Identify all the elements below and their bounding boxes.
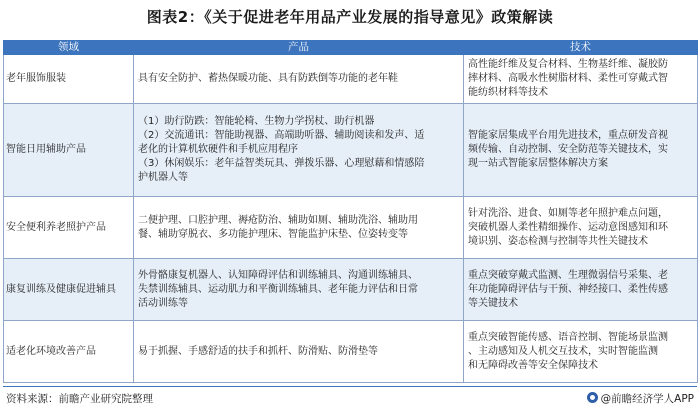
product-cell bbox=[134, 197, 464, 259]
footer-divider bbox=[3, 386, 697, 387]
product-cell bbox=[134, 55, 464, 104]
product-cell bbox=[134, 259, 464, 321]
product-line: 活动训练等 bbox=[138, 297, 188, 309]
header-domain: 领域 bbox=[4, 41, 134, 55]
product-cell bbox=[134, 104, 464, 197]
table-row bbox=[4, 197, 698, 259]
domain-cell: 老年服饰服装 bbox=[4, 55, 134, 104]
tech-line: 智能家居集成平台用先进技术，重点研发音视 bbox=[468, 130, 668, 141]
domain-cell: 适老化环境改善产品 bbox=[4, 321, 134, 383]
brand-credit bbox=[587, 390, 694, 408]
product-line: （3）休闲娱乐：老年益智类玩具、弹拨乐器、心理慰藉和情感陪 bbox=[138, 158, 425, 169]
product-line: 二便护理、口腔护理、褥疮防治、辅助如厕、辅助洗浴、辅助用 bbox=[138, 214, 418, 226]
header-tech: 技术 bbox=[464, 41, 698, 55]
tech-cell bbox=[464, 259, 698, 321]
tech-line: 高性能纤维及复合材料、生物基纤维、凝胶防 bbox=[468, 59, 668, 70]
product-line: 护机器人等 bbox=[138, 172, 188, 183]
product-line: 具有安全防护、蓄热保暖功能、具有防跌倒等功能的老年鞋 bbox=[138, 73, 398, 84]
domain-cell: 智能日用辅助产品 bbox=[4, 104, 134, 197]
tech-line: 和无障碍改善等安全保障技术 bbox=[468, 359, 598, 371]
tech-line: 频传输、自动控制、安全防范等关键技术，实 bbox=[468, 144, 668, 155]
tech-cell bbox=[464, 104, 698, 197]
product-line: 外骨骼康复机器人、认知障碍评估和训练辅具、沟通训练辅具、 bbox=[138, 269, 418, 281]
tech-line: 摔材料、高吸水性树脂材料、柔性可穿戴式智 bbox=[468, 73, 668, 84]
product-cell bbox=[134, 321, 464, 383]
table-row bbox=[4, 55, 698, 104]
tech-line: 等关键技术 bbox=[468, 297, 518, 309]
tech-line: 能纺织材料等技术 bbox=[468, 87, 548, 98]
table-row bbox=[4, 104, 698, 197]
tech-line: 现一站式智能家居整体解决方案 bbox=[468, 158, 608, 169]
tech-line: 境识别、姿态检测与控制等共性关键技术 bbox=[468, 235, 648, 247]
table-row bbox=[4, 259, 698, 321]
source-note: 资料来源：前瞻产业研究院整理 bbox=[6, 393, 153, 405]
product-line: （2）交流通讯：智能助视器、高端助听器、辅助阅读和发声、适 bbox=[138, 130, 425, 141]
table-header-row bbox=[4, 41, 698, 55]
product-line: （1）助行防跌：智能轮椅、生物力学拐杖、助行机器 bbox=[138, 116, 375, 127]
table-row bbox=[4, 321, 698, 383]
policy-table bbox=[3, 40, 698, 383]
product-line: 失禁训练辅具、运动肌力和平衡训练辅具、老年能力评估和日常 bbox=[138, 283, 418, 295]
domain-cell: 安全便利养老照护产品 bbox=[4, 197, 134, 259]
tech-line: 重点突破智能传感、语音控制、智能场景监测 bbox=[468, 331, 668, 343]
brand-logo-icon bbox=[587, 392, 598, 403]
domain-cell: 康复训练及健康促进辅具 bbox=[4, 259, 134, 321]
tech-cell bbox=[464, 321, 698, 383]
tech-cell bbox=[464, 197, 698, 259]
tech-line: 突破机器人柔性精细操作、运动意图感知和环 bbox=[468, 221, 668, 233]
footer bbox=[6, 390, 694, 408]
chart-title: 图表2：《关于促进老年用品产业发展的指导意见》政策解读 bbox=[146, 8, 554, 26]
tech-line: 重点突破穿戴式监测、生理微弱信号采集、老 bbox=[468, 269, 668, 281]
header-product: 产品 bbox=[134, 41, 464, 55]
tech-line: 、主动感知及人机交互技术，实时智能监测 bbox=[468, 345, 658, 357]
product-line: 餐、辅助穿脱衣、多功能护理床、智能监护床垫、位姿转变等 bbox=[138, 228, 408, 240]
product-line: 易于抓握、手感舒适的扶手和抓杆、防滑贴、防滑垫等 bbox=[138, 345, 378, 357]
tech-cell bbox=[464, 55, 698, 104]
tech-line: 年功能障碍评估与干预、神经接口、柔性传感 bbox=[468, 283, 668, 295]
product-line: 老化的计算机软硬件和手机应用程序 bbox=[138, 144, 298, 155]
tech-line: 针对洗浴、进食、如厕等老年照护难点问题， bbox=[468, 207, 668, 219]
brand-text: @前瞻经济学人APP bbox=[600, 393, 694, 405]
